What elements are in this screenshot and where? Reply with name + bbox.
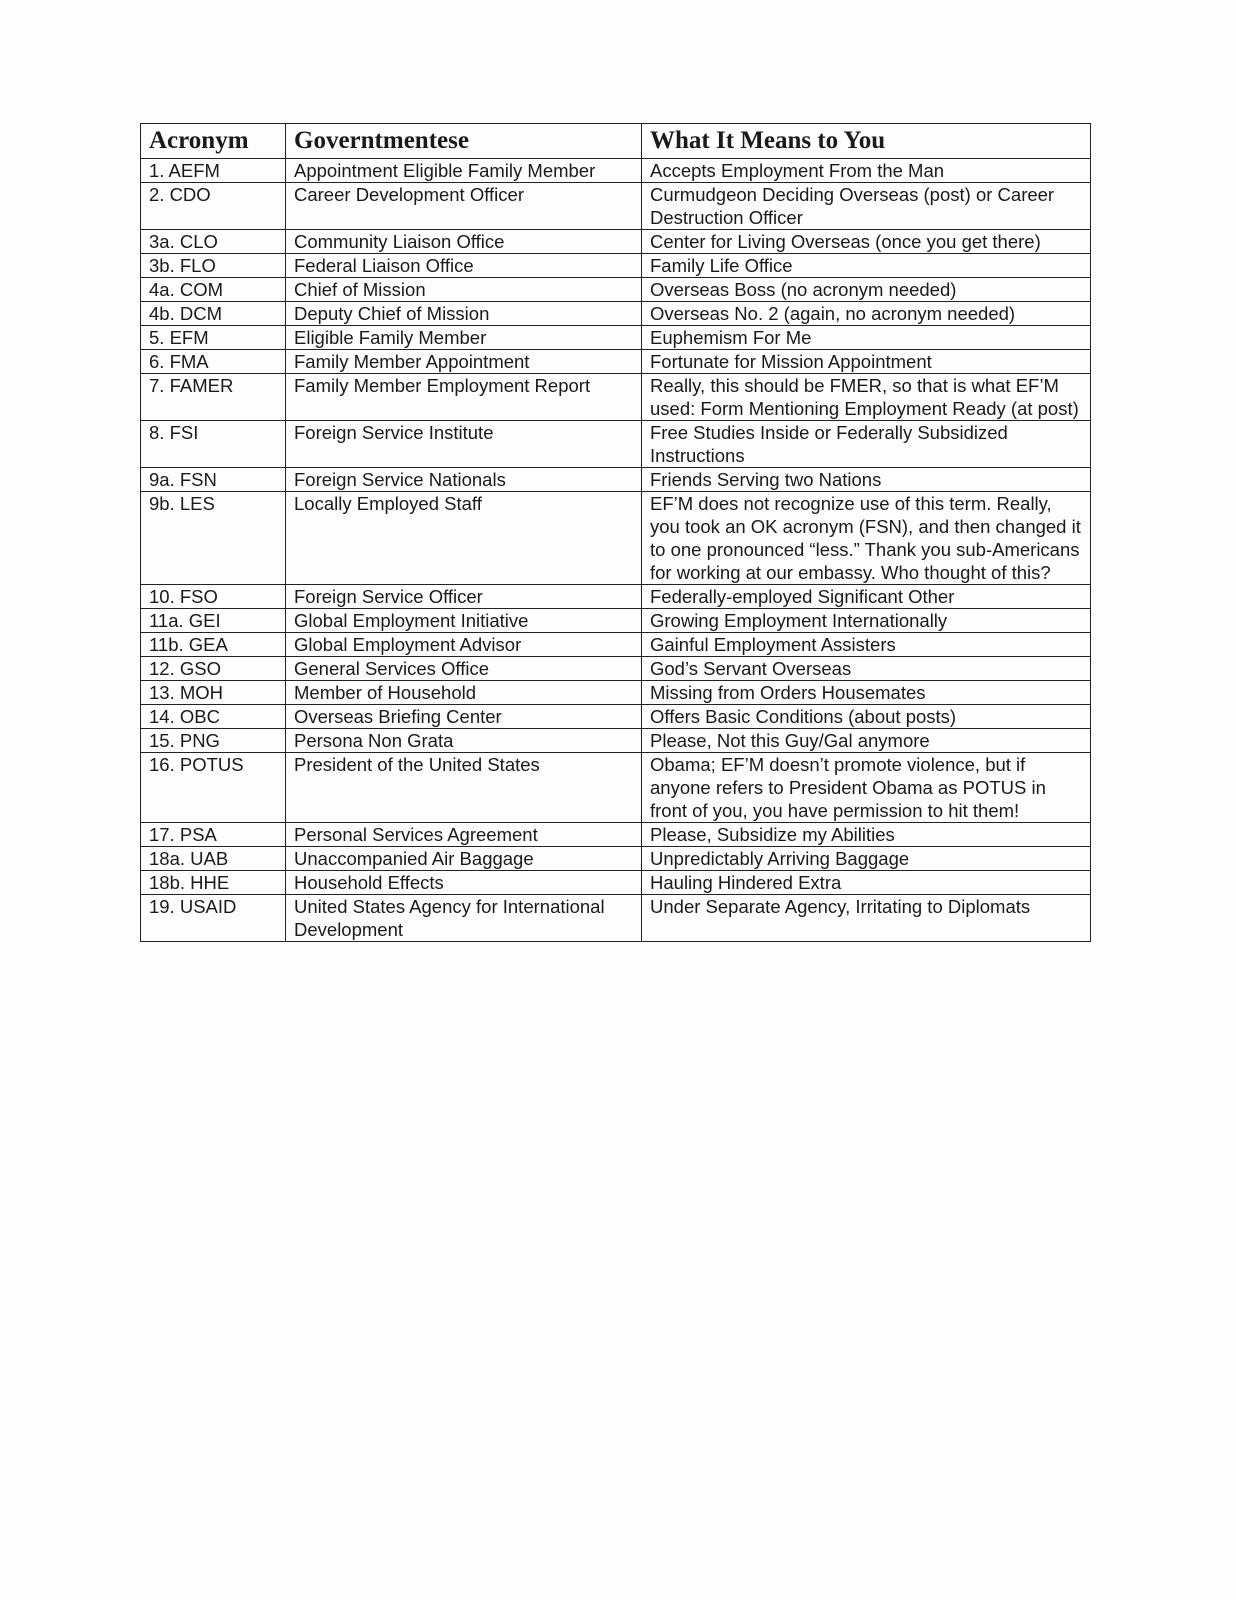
governmentese-cell: Foreign Service Nationals [286,468,642,492]
meaning-cell: Hauling Hindered Extra [642,871,1091,895]
acronym-cell: 7. FAMER [141,374,286,421]
meaning-cell: Family Life Office [642,254,1091,278]
table-row [141,492,1091,585]
governmentese-cell: Global Employment Initiative [286,609,642,633]
table-row [141,753,1091,823]
meaning-cell: Curmudgeon Deciding Overseas (post) or Career Destruction Officer [642,183,1091,230]
table-row [141,681,1091,705]
table-body [141,159,1091,942]
governmentese-cell: Unaccompanied Air Baggage [286,847,642,871]
meaning-cell: Please, Subsidize my Abilities [642,823,1091,847]
governmentese-cell: Household Effects [286,871,642,895]
table-row [141,159,1091,183]
acronym-cell: 6. FMA [141,350,286,374]
acronym-cell: 11b. GEA [141,633,286,657]
table-row [141,657,1091,681]
acronym-cell: 18b. HHE [141,871,286,895]
meaning-cell: Missing from Orders Housemates [642,681,1091,705]
acronym-cell: 9b. LES [141,492,286,585]
acronym-cell: 14. OBC [141,705,286,729]
table-row [141,585,1091,609]
governmentese-cell: Chief of Mission [286,278,642,302]
governmentese-cell: General Services Office [286,657,642,681]
meaning-cell: Offers Basic Conditions (about posts) [642,705,1091,729]
governmentese-cell: Foreign Service Officer [286,585,642,609]
acronym-cell: 18a. UAB [141,847,286,871]
table-row [141,468,1091,492]
governmentese-cell: Career Development Officer [286,183,642,230]
acronym-cell: 12. GSO [141,657,286,681]
governmentese-cell: United States Agency for International Development [286,895,642,942]
meaning-cell: Accepts Employment From the Man [642,159,1091,183]
table-row [141,705,1091,729]
table-row [141,254,1091,278]
governmentese-cell: Eligible Family Member [286,326,642,350]
governmentese-cell: Persona Non Grata [286,729,642,753]
table-row [141,847,1091,871]
table-row [141,823,1091,847]
governmentese-cell: Global Employment Advisor [286,633,642,657]
meaning-cell: EF’M does not recognize use of this term. Really, you took an OK acronym (FSN), and then changed it to one pronounced “less.” Thank you sub-Americans for working at our embassy. Who thought of this? [642,492,1091,585]
meaning-cell: Obama; EF’M doesn’t promote violence, but if anyone refers to President Obama as POTUS in front of you, you have permission to hit them! [642,753,1091,823]
acronym-table [140,123,1091,942]
acronym-cell: 11a. GEI [141,609,286,633]
meaning-cell: Friends Serving two Nations [642,468,1091,492]
governmentese-cell: Foreign Service Institute [286,421,642,468]
table-row [141,895,1091,942]
meaning-cell: Growing Employment Internationally [642,609,1091,633]
acronym-cell: 10. FSO [141,585,286,609]
table-row [141,350,1091,374]
header-acronym: Acronym [141,124,286,159]
meaning-cell: Center for Living Overseas (once you get there) [642,230,1091,254]
header-governmentese: Governtmentese [286,124,642,159]
meaning-cell: Really, this should be FMER, so that is what EF’M used: Form Mentioning Employment Ready (at post) [642,374,1091,421]
meaning-cell: Under Separate Agency, Irritating to Diplomats [642,895,1091,942]
table-row [141,302,1091,326]
table-header-row [141,124,1091,159]
governmentese-cell: Member of Household [286,681,642,705]
meaning-cell: Federally-employed Significant Other [642,585,1091,609]
acronym-cell: 15. PNG [141,729,286,753]
table-row [141,729,1091,753]
acronym-cell: 4b. DCM [141,302,286,326]
acronym-cell: 13. MOH [141,681,286,705]
acronym-cell: 19. USAID [141,895,286,942]
acronym-cell: 1. AEFM [141,159,286,183]
table-row [141,374,1091,421]
table-row [141,326,1091,350]
table-row [141,633,1091,657]
meaning-cell: Fortunate for Mission Appointment [642,350,1091,374]
meaning-cell: Overseas No. 2 (again, no acronym needed) [642,302,1091,326]
meaning-cell: Please, Not this Guy/Gal anymore [642,729,1091,753]
governmentese-cell: Family Member Appointment [286,350,642,374]
meaning-cell: Gainful Employment Assisters [642,633,1091,657]
governmentese-cell: Locally Employed Staff [286,492,642,585]
governmentese-cell: Deputy Chief of Mission [286,302,642,326]
acronym-cell: 5. EFM [141,326,286,350]
meaning-cell: Overseas Boss (no acronym needed) [642,278,1091,302]
governmentese-cell: Overseas Briefing Center [286,705,642,729]
meaning-cell: Euphemism For Me [642,326,1091,350]
header-meaning: What It Means to You [642,124,1091,159]
table-row [141,871,1091,895]
governmentese-cell: Family Member Employment Report [286,374,642,421]
table-row [141,609,1091,633]
table-row [141,230,1091,254]
table-row [141,183,1091,230]
acronym-cell: 3b. FLO [141,254,286,278]
governmentese-cell: Community Liaison Office [286,230,642,254]
acronym-cell: 3a. CLO [141,230,286,254]
governmentese-cell: Personal Services Agreement [286,823,642,847]
acronym-cell: 2. CDO [141,183,286,230]
meaning-cell: God’s Servant Overseas [642,657,1091,681]
governmentese-cell: Federal Liaison Office [286,254,642,278]
acronym-cell: 8. FSI [141,421,286,468]
acronym-cell: 9a. FSN [141,468,286,492]
acronym-cell: 4a. COM [141,278,286,302]
table-row [141,421,1091,468]
table-row [141,278,1091,302]
meaning-cell: Free Studies Inside or Federally Subsidized Instructions [642,421,1091,468]
acronym-cell: 17. PSA [141,823,286,847]
acronym-cell: 16. POTUS [141,753,286,823]
governmentese-cell: President of the United States [286,753,642,823]
meaning-cell: Unpredictably Arriving Baggage [642,847,1091,871]
governmentese-cell: Appointment Eligible Family Member [286,159,642,183]
